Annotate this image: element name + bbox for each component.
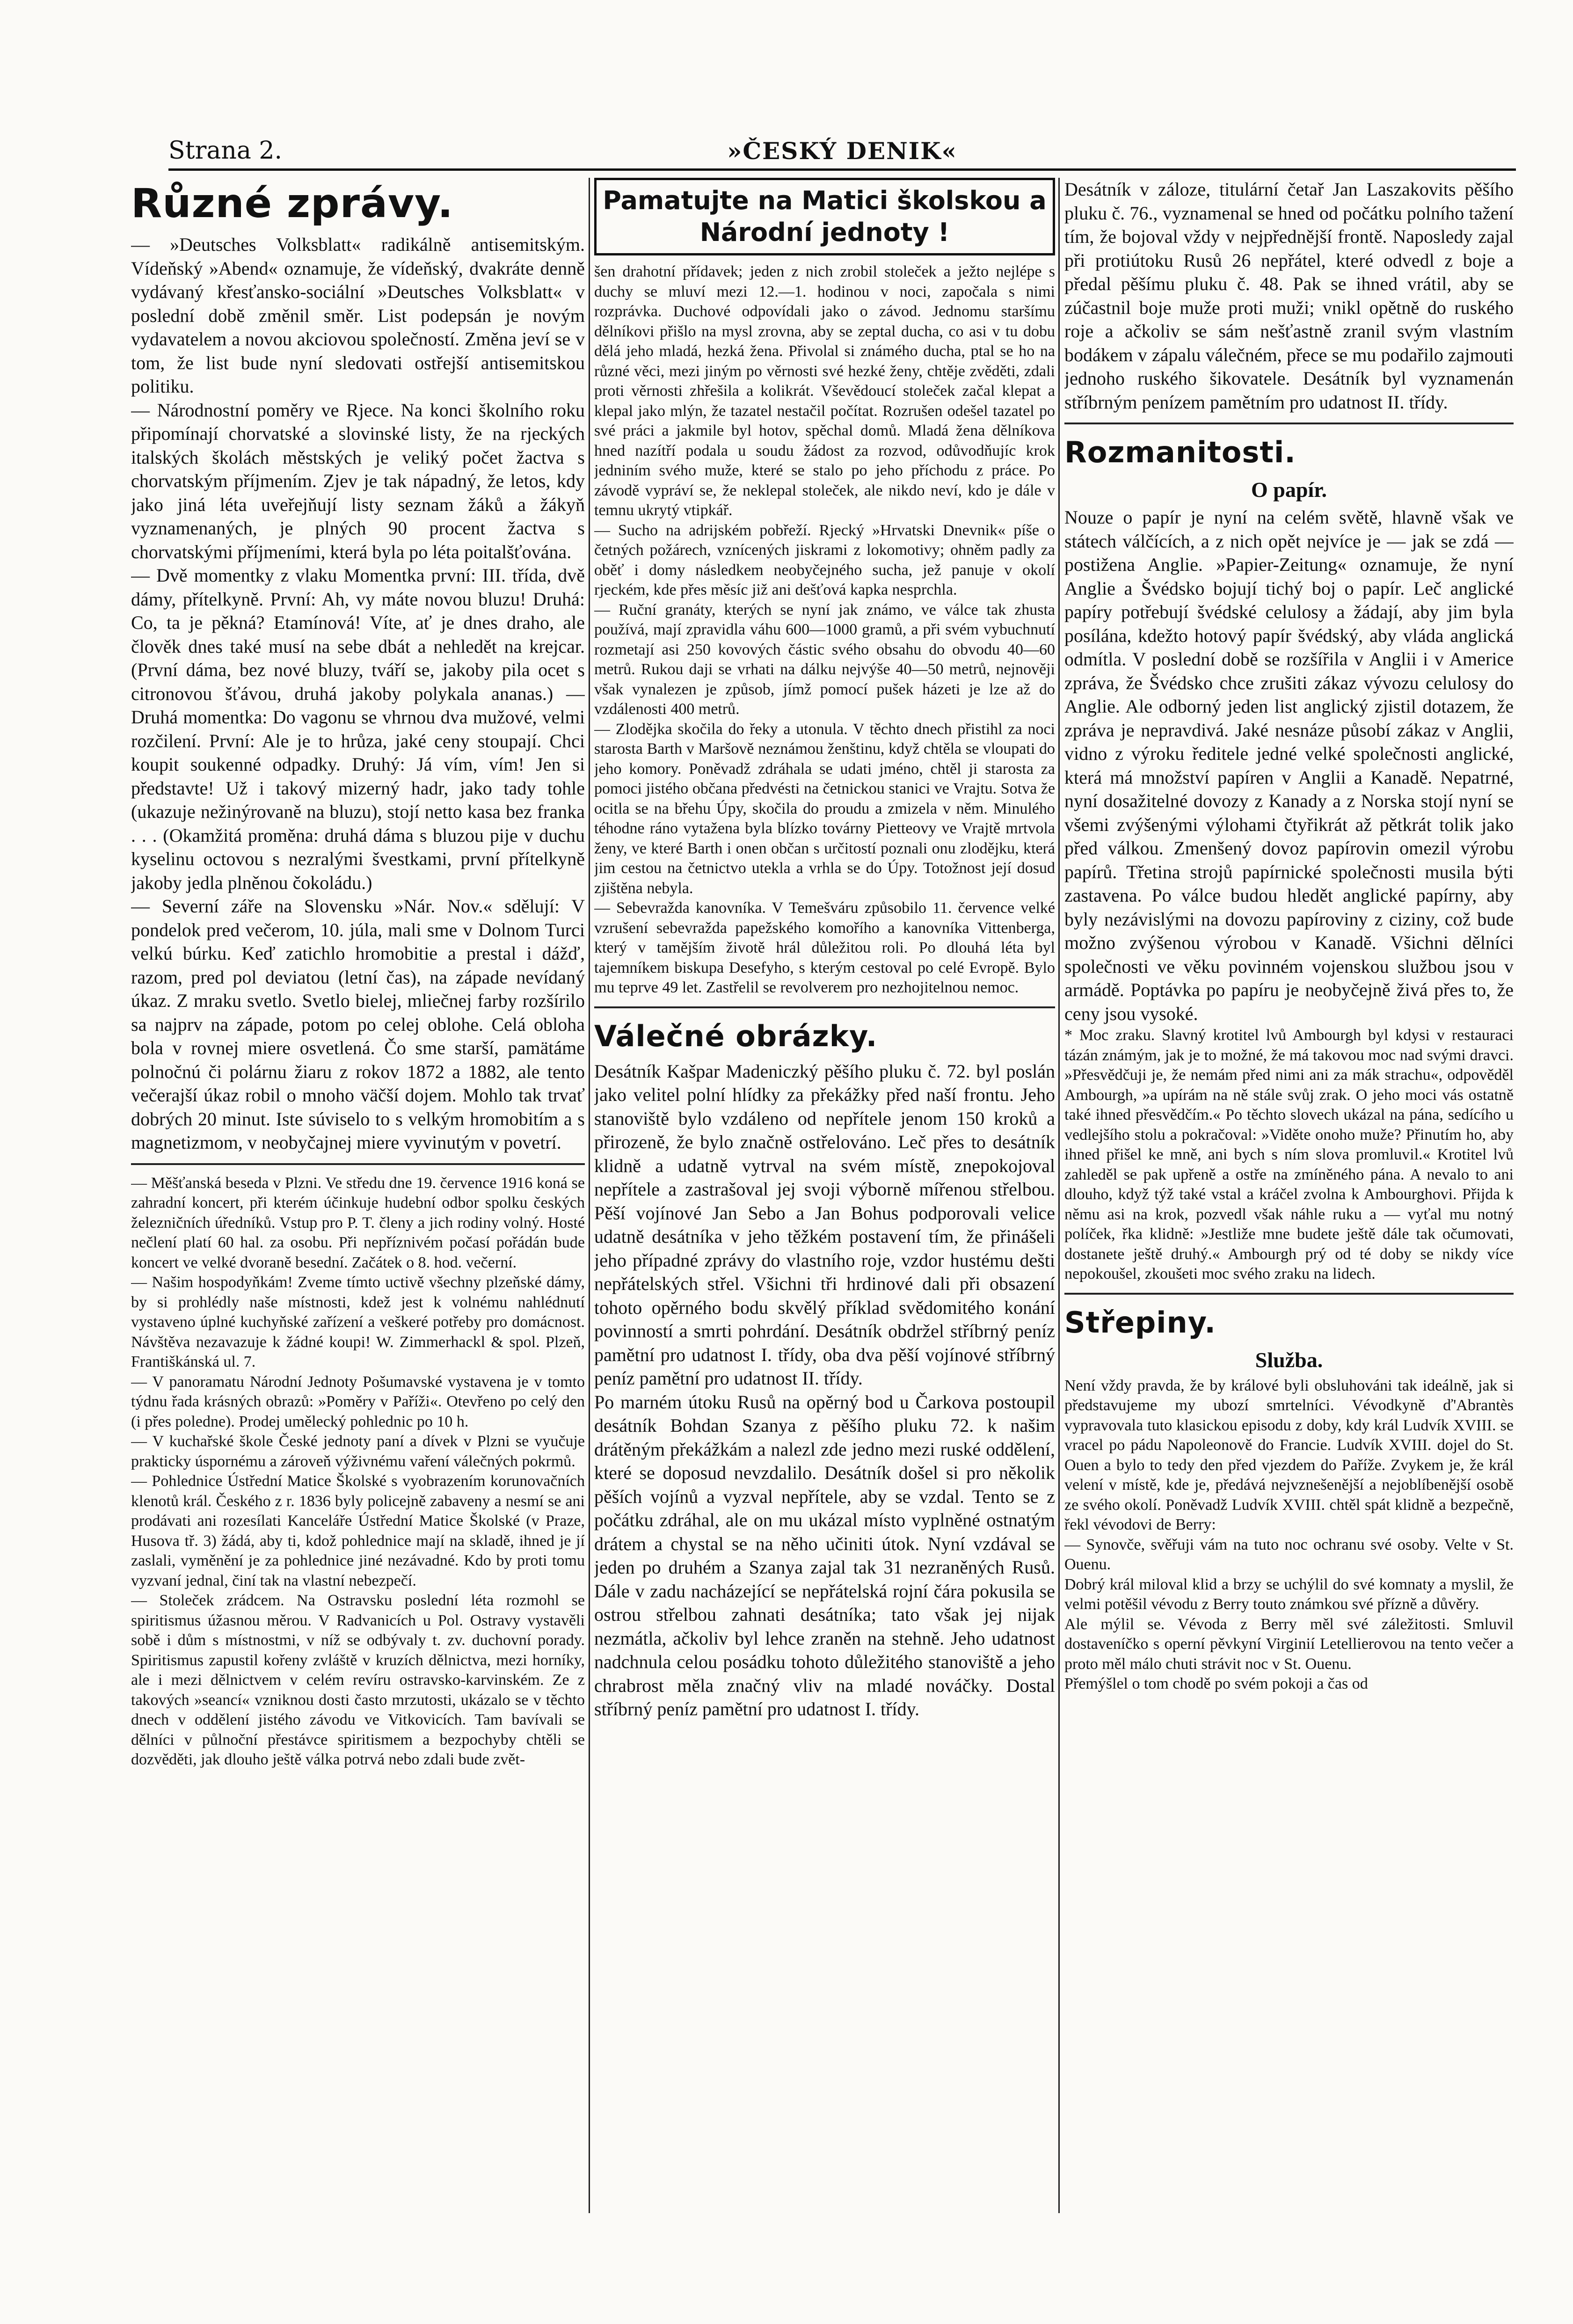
section-heading-ruzne-zpravy: Různé zprávy. — [131, 180, 453, 227]
article-paragraph: — Severní záře na Slovensku »Nár. Nov.« sdělují: V pondelok pred večerom, 10. júla, mali sme v Dolnom Turci velkú búrku. Keď zatichlo hromobitie a prestal i dážď, razom, pred pol deviatou (letní čas), na západe nevídaný úkaz. Z mraku svetlo. Svetlo bielej, mliečnej farby rozšírilo sa najprv na západe, potom po celej oblohe. Celá obloha bola v rovnej miere osvetlená. Čo sme starší, pamätáme polnočnú či polárnu žiaru z rokov 1872 a 1882, ale tento večerajší úkaz robil o mnoho väčší dojem. Mohlo tak trvať dobrých 20 minut. Iste súviselo to s velkým hromobitím a s magnetizmom, v neobyčajnej miere vyvinutým v povetrí. — [131, 896, 585, 1153]
page-number: Strana 2. — [168, 137, 283, 165]
article-paragraph: Desátník v záloze, titulární četař Jan Laszakovits pěšího pluku č. 76., vyznamenal se hned od počátku polního tažení tím, že bojoval vždy v nejpřednější frontě. Naposledy zajal při protiútoku Rusů 26 nepřátel, které odvedl z boje a předal pěšímu pluku č. 48. Pak se ihned vrátil, aby se zúčastnil boje muže proti muži; vnikl opětně do ruského roje a ačkoliv se sám nešťastně zranil svým vlastním bodákem v zápalu válečném, přece se mu podařilo zajmouti jednoho ruského šikovatele. Desátník byl vyznamenán stříbrným penízem pamětním pro udatnost II. třídy. — [1064, 179, 1514, 413]
column-divider-2 — [1058, 178, 1060, 2213]
notice-paragraph: — V panoramatu Národní Jednoty Pošumavské vystavena je v tomto týdnu řada krásných obrazů: »Poměry v Paříži«. Otevřeno po celý den (i přes poledne). Prodej umělecký pohlednic po 10 h. — [131, 1373, 585, 1430]
separator — [594, 1006, 1055, 1008]
separator — [131, 1163, 585, 1165]
notice-paragraph: — Stoleček zrádcem. Na Ostravsku poslední léta rozmohl se spiritismus úžasnou měrou. V Radvanicích u Pol. Ostravy vystavěli sobě i dům s místnostmi, v níž se odbývaly t. zv. duchovní porady. Spiritismus zapustil kořeny zvláště v kruzích dělnictva, mezi horníky, ale i mezi dělnictvem v celém revíru ostravsko-karvinském. Ze z takových »seancí« vzniknou dosti často mrzutosti, ukázalo se v těchto dnech v oddělení jistého závodu ve Vitkovicích. Tam bavívali se dělníci v půlnoční přestávce spiritismem a bezpochyby chtěli se dozvěděti, jak dlouho ještě válka potrvá nebo zdali bude zvět- — [131, 1592, 585, 1768]
column-1 — [131, 178, 585, 2227]
article-title-o-papir: O papír. — [1251, 478, 1327, 502]
article-paragraph: — Synovče, svěřuji vám na tuto noc ochranu své osoby. Velte v St. Ouenu. — [1064, 1536, 1514, 1573]
article-paragraph: Nouze o papír je nyní na celém světě, hlavně však ve státech válčících, a z nich opět nejvíce je — jak se zdá — postižena Anglie. »Papier-Zeitung« oznamuje, že nyní Anglie a Švédsko bojují tichý boj o papír. Leč anglické papíry potřebují švédské celulosy a žádají, aby jim byla posílána, kdežto hotový papír švédský, aby vláda anglická odmítla. V poslední době se rozšířila v Anglii i v Americe zpráva, že Švédsko chce zrušiti zákaz vývozu celulosy do Anglie. Ale odborný jeden list anglický zjistil dotazem, že zpráva je nepravdivá. Jaké nesnáze působí zákaz v Anglii, vidno z výroku ředitele jedné velké společnosti anglické, která má množství papíren v Anglii a Kanadě. Nepatrné, nyní dosažitelné dovozy z Kanady a z Norska stojí nyní se všemi zvýšenými výlohami čtyřikrát až pětkrát tolik jako před válkou. Zmenšený dovoz papírovin omezil výrobu papírů. Třetina strojů papírnické společnosti musila býti zastavena. Po válce budou hledět anglické papírny, aby byly nezávislými na dovozu papíroviny z ciziny, což bude možno zvýšenou výrobou v Kanadě. Všichni dělníci společnosti ve věku povinném vojenskou službou jsou v armádě. Poptávka po papíru je neobyčejně živá přes to, že ceny jsou vysoké. — [1064, 507, 1514, 1024]
article-paragraph: Dobrý král miloval klid a brzy se uchýlil do své komnaty a myslil, že velmi potěšil vévodu z Berry touto známkou své přízně a důvěry. — [1064, 1575, 1514, 1613]
article-paragraph: Přemýšlel o tom chodě po svém pokoji a čas od — [1064, 1675, 1368, 1692]
notice-paragraph: — Našim hospodyňkám! Zveme tímto uctivě všechny plzeňské dámy, by si prohlédly naše místnosti, kdež jest k volnému nahlédnutí vystaveno úplné kuchyňské zařízení a veškeré potřeby pro domácnost. Návštěva nezavazuje k žádné koupi! W. Zimmerhackl & spol. Plzeň, Františkánská ul. 7. — [131, 1274, 585, 1370]
article-paragraph: — Dvě momentky z vlaku Momentka první: III. třída, dvě dámy, přítelkyně. První: Ah, vy máte novou bluzu! Druhá: Co, ta je pěkná? Etamínová! Víte, ať je dnes draho, ale člověk dnes také musí na sebe dbát a nehledět na krejcar. (První dáma, bez nové bluzy, tváří se, jakoby pila ocet s citronovou šťávou, druhá jakoby polykala ananas.) — Druhá momentka: Do vagonu se vhrnou dva mužové, velmi rozčilení. První: Ale je to hrůza, jaké ceny stoupají. Chci koupit soukenné odpadky. Druhý: Já vím, vím! Jen si představte! Už i takový mizerný hadr, jako tady tohle (ukazuje nežinýrovaně na bluzu), stojí netto kasa bez franka . . . (Okamžitá proměna: druhá dáma s bluzou pije v duchu kyselinu octovou s nezralými švestkami, první přítelkyně jakoby jedla plněnou čokoládu.) — [131, 565, 585, 893]
matice-banner: Pamatujte na Matici školskou a Národní jednoty ! — [594, 178, 1055, 255]
separator — [1064, 423, 1514, 424]
article-title-sluzba: Služba. — [1255, 1348, 1323, 1372]
column-divider-1 — [589, 178, 590, 2213]
notice-paragraph: — Ruční granáty, kterých se nyní jak známo, ve válce tak zhusta používá, mají zpravidla váhu 600—1000 gramů, a při svém vybuchnutí rozmetají asi 250 kovových částic svého obsahu do obvodu 40—60 metrů. Rukou daji se vrhati na dálku nejvýše 40—50 metrů, nejnověji však vynalezen je způsob, jímž pomocí pušek házeti je lze až do vzdálenosti 400 metrů. — [594, 601, 1055, 718]
article-paragraph: Desátník Kašpar Madeniczký pěšího pluku č. 72. byl poslán jako velitel polní hlídky za překážky před naší frontu. Jeho stanoviště bylo vzdáleno od nepřítele jenom 150 kroků a přirozeně, že bylo značně ostřelováno. Leč přes to desátník klidně a udatně vytrval na svém místě, znepokojoval nepřítele a zastrašoval jej svoji výborně mířenou střelbou. Pěší vojínové Jan Sebo a Jan Bohus podporovali velice udatně desátníka v jeho těžkém postavení tím, že přinášeli jeho případné zprávy do vlastního roje, vzdor hustému dešti nepřátelských střel. Všichni tři hrdinové dali při obsazení tohoto opěrného bodu skvělý příklad svědomitého konání povinností a smrti pohrdání. Desátník obdržel stříbrný peníz pamětní pro udatnost I. třídy, oba dva pěší vojínové stříbrný peníz pamětní pro udatnost II. třídy. — [594, 1060, 1055, 1389]
notice-paragraph: — Sebevražda kanovníka. V Temešváru způsobilo 11. července velké vzrušení sebevražda papežského komořího a kanovníka Vittenberga, který v tamějším životě hrál důležitou roli. Po dlouhá léta byl tajemníkem biskupa Desefyho, s kterým cestoval po celé Evropě. Bylo mu teprve 49 let. Zastřelil se revolverem pro nezhojitelnou nemoc. — [594, 899, 1055, 996]
article-paragraph: Ale mýlil se. Vévoda z Berry měl své záležitosti. Smluvil dostaveníčko s operní pěvkyní Virginií Letellierovou na tento večer a proto měl málo chuti strávit noc v St. Ouenu. — [1064, 1615, 1514, 1673]
column-2 — [594, 178, 1055, 2227]
section-heading-rozmanitosti: Rozmanitosti. — [1064, 435, 1296, 469]
masthead — [168, 131, 1516, 171]
section-heading-valecne-obrazky: Válečné obrázky. — [594, 1019, 878, 1053]
notice-paragraph: — Zlodějka skočila do řeky a utonula. V těchto dnech přistihl za noci starosta Barth v Maršově neznámou ženštinu, když chtěla se vloupati do jeho komory. Poněvadž zdráhala se udati jméno, chtěl ji starosta za pomoci jistého občana předvésti na četnickou stanici ve Vrajtu. Sotva že ocitla se na břehu Úpy, skočila do proudu a zmizela v něm. Minulého téhodne ráno vytažena byla blízko továrny Pietteovy ve Vrajtě mrtvola ženy, ve které Barth i onen občan s určitostí poznali onu zlodějku, která jim cestou na četnictvo utekla a vrhla se do Úpy. Totožnost její dosud zjištěna nebyla. — [594, 720, 1055, 897]
column-3 — [1064, 178, 1514, 2227]
notice-paragraph: * Moc zraku. Slavný krotitel lvů Ambourgh byl kdysi v restauraci tázán známým, jak je to možné, že má takovou moc nad svými dravci. »Přesvědčuji je, že nemám před nimi ani za mák strachu«, odpověděl Ambourgh, »a upírám na ně stále svůj zrak. O jeho moci vás ostatně také ihned přesvědčím.« Po těchto slovech ukázal na pána, sedícího u vedlejšího stolu a pokračoval: »Viděte onoho muže? Přinutím ho, aby ihned přišel ke mně, ani bych s ním slova promluvil.« Krotitel lvů zahleděl se pak upřeně a ostře na zmíněného pána. A nevalo to ani dlouho, když týž také vstal a kráčel zvolna k Ambourghovi. Přijda k němu asi na krok, pozvedl však náhle ruku a — vyťal mu notný políček, řka klidně: »Jestliže mne budete ještě dále tak očumovati, dostanete ještě druhý.« Ambourgh prý od té doby se nikdy více nepokoušel, zkoušeti moc svého zraku na lidech. — [1064, 1027, 1514, 1282]
separator — [1064, 1293, 1514, 1295]
article-paragraph: Po marném útoku Rusů na opěrný bod u Čarkova postoupil desátník Bohdan Szanya z pěšího pluku 72. k našim drátěným překážkám a nalezl zde jedno mezi ruské oddělení, které se doposud nevzdalilo. Desátník došel si pro několik pěších vojínů a vyzval nepřítele, aby se vzdal. Tento se z počátku zdráhal, ale on mu ukázal místo vyplněné ostnatým drátem a chystal se na něho učiniti útok. Nyní vzdával se jeden po druhém a Szanya zajal tak 31 nezraněných Rusů. Dále v zadu nacházející se nepřátelská rojní čára pokusila se ostrou střelbou zahnati desátníka; tato však jej nijak nezmátla, ačkoliv byl lehce zraněn na stehně. Jeho udatnost nadchnula celou posádku tohoto důležitého stanoviště a jeho chrabrost měla značný vliv na mladé nováčky. Dostal stříbrný peníz pamětní pro udatnost I. třídy. — [594, 1391, 1055, 1719]
article-paragraph: Není vždy pravda, že by králové byli obsluhováni tak ideálně, jak si představujeme my ubozí smrtelníci. Vévodkyně ď'Abrantès vypravovala tuto klasickou episodu z doby, kdy král Ludvík XVIII. se vracel po pádu Napoleonově do Francie. Ludvík XVIII. dojel do St. Ouen a bylo to tedy den před vjezdem do Paříže. Zvykem je, že král velení v místě, kde je, předává nejvznešenější a nejoblíbenější osobě ze svého okolí. Poněvadž Ludvík XVIII. chtěl spát klidně a bezpečně, řekl vévodovi de Berry: — [1064, 1377, 1514, 1533]
notice-paragraph: — V kuchařské škole České jednoty paní a dívek v Plzni se vyučuje prakticky úspornému a zároveň výživnému vaření válečných pokrmů. — [131, 1433, 585, 1470]
article-paragraph: — »Deutsches Volksblatt« radikálně antisemitským. Vídeňský »Abend« oznamuje, že vídeňský, dvakráte denně vydávaný křesťansko-sociální »Deutsches Volksblatt« v poslední době změnil směr. List podepsán je novým vydavatelem a novou akciovou společností. Změna jeví se v tom, že list bude nyní sledovati ostřejší antisemitskou politiku. — [131, 234, 585, 397]
notice-paragraph: — Měšťanská beseda v Plzni. Ve středu dne 19. července 1916 koná se zahradní koncert, při kterém účinkuje hudební odbor spolku českých železničních úředníků. Vstup pro P. T. členy a jich rodiny volný. Hosté nečlení platí 60 hal. za osobu. Při nepříznivém počasí pořádán bude koncert ve velké dvoraně besední. Začátek o 8. hod. večerní. — [131, 1174, 585, 1271]
notice-paragraph: — Sucho na adrijském pobřeží. Rjecký »Hrvatski Dnevnik« píše o četných požárech, vznícených jiskrami z lokomotivy; ohněm padly za oběť i domy následkem neobyčejného sucha, jež panuje v okolí rjeckém, kde přes měsíc již ani dešťová kapka nesprchla. — [594, 521, 1055, 598]
notice-paragraph: — Pohlednice Ústřední Matice Školské s vyobrazením korunovačních klenotů král. Českého z r. 1836 byly policejně zabaveny a nesmí se ani prodávati ani rozesílati Kanceláře Ústřední Matice Školské (v Praze, Husova tř. 3) žádá, aby ti, kdož pohlednice mají na skladě, ihned je jí zaslali, vyměnění je za pohlednice jiné nezávadné. Kdo by proti tomu vyzvaní jednal, činí tak na vlastní nebezpečí. — [131, 1472, 585, 1589]
newspaper-title: »ČESKÝ DENIK« — [727, 137, 957, 165]
section-heading-strepiny: Střepiny. — [1064, 1305, 1216, 1340]
notice-paragraph: šen drahotní přídavek; jeden z nich zrobil stoleček a ježto nejlépe s duchy se mluví mezi 12.—1. hodinou v noci, započala s nimi rozprávka. Duchové odpovídali jako o závod. Jednomu staršímu dělníkovi přišlo na mysl zrovna, aby se zeptal ducha, co asi v tu dobu dělá jeho mladá, hezká žena. Přivolal si známého ducha, ptal se ho na různé věci, mezi jiným po věrnosti své hezké ženy, chtěje zvěděti, zdali proti věrnosti zhřešila a kolikrát. Vševědoucí stoleček začal klepat a klepal jako mlýn, že tazatel nestačil počítat. Rozrušen odešel tazatel po své práci a jakmile byl hotov, spěchal domů. Mladá žena dělníkova hned nazítří podala u soudu žádost za rozvod, odůvodňujíc krok jedniním svého muže, které se stalo po jeho příchodu z práce. Po závodě vypráví se, že neklepal stoleček, ale nikdo neví, kdo je dále v temnu ukrytý vtipkář. — [594, 263, 1055, 519]
article-paragraph: — Národnostní poměry ve Rjece. Na konci školního roku připomínají chorvatské a slovinské listy, že na rjeckých italských školách městských je veliký počet žactva s chorvatským příjmením. Zjev je tak nápadný, že letos, kdy jako jiná léta uveřejňují listy seznam žáků a žákyň vyznamenaných, je plných 90 procent žactva s chorvatskými příjmeními, která byla po léta poitalšťována. — [131, 399, 585, 562]
